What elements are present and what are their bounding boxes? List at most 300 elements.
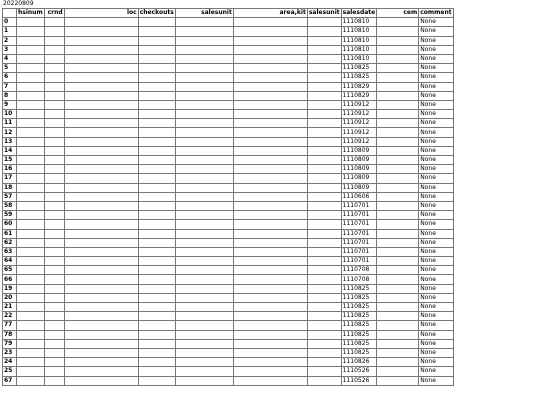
table-cell: 1110809 [341,174,377,183]
record-link[interactable] [377,73,419,82]
table-cell [64,330,138,339]
table-cell [233,18,307,27]
table-cell [175,174,233,183]
table-cell [17,376,45,385]
table-cell [44,229,64,238]
table-cell [233,367,307,376]
table-cell: None [419,266,453,275]
record-link[interactable] [377,367,419,376]
table-cell [138,110,175,119]
table-cell [64,303,138,312]
table-cell [138,312,175,321]
record-link[interactable] [377,174,419,183]
table-cell: None [419,321,453,330]
table-cell [233,27,307,36]
record-link[interactable] [377,266,419,275]
table-cell [17,137,45,146]
table-cell: None [419,119,453,128]
table-cell [44,303,64,312]
table-cell: None [419,183,453,192]
table-cell: 1110526 [341,376,377,385]
table-cell: 1110825 [341,312,377,321]
table-cell [138,201,175,210]
table-cell [307,73,341,82]
table-cell: None [419,238,453,247]
column-header: salesunit [308,9,340,17]
table-cell [17,64,45,73]
record-link[interactable] [377,165,419,174]
table-cell [17,18,45,27]
table-cell: 1110826 [341,358,377,367]
table-cell [17,27,45,36]
table-cell [307,303,341,312]
table-cell [307,339,341,348]
table-cell [175,367,233,376]
table-cell: 1110912 [341,110,377,119]
column-header: hsinum [18,9,43,17]
table-cell [44,266,64,275]
record-link[interactable] [377,293,419,302]
table-row [3,54,454,63]
table-cell: None [419,229,453,238]
table-cell [138,192,175,201]
row-index: 66 [3,275,17,284]
record-link[interactable] [377,201,419,210]
row-index: 60 [3,220,17,229]
row-index: 23 [3,348,17,357]
table-cell: 1110912 [341,128,377,137]
table-cell [138,339,175,348]
row-index: 13 [3,137,17,146]
table-cell [138,183,175,192]
record-link[interactable] [377,348,419,357]
table-row [3,82,454,91]
table-cell [233,238,307,247]
table-cell [138,18,175,27]
table-cell [44,257,64,266]
column-header: salesunit [175,9,233,18]
table-cell [175,110,233,119]
table-cell: None [419,192,453,201]
row-index: 16 [3,165,17,174]
table-cell [175,229,233,238]
row-index: 61 [3,229,17,238]
table-row [3,192,454,201]
table-cell [138,376,175,385]
table-row [3,321,454,330]
row-index: 21 [3,303,17,312]
table-cell [175,18,233,27]
table-cell [44,367,64,376]
table-cell: None [419,257,453,266]
record-link[interactable] [377,358,419,367]
table-cell [17,183,45,192]
table-cell [233,73,307,82]
table-cell [175,54,233,63]
row-index: 3 [3,45,17,54]
table-cell [17,192,45,201]
table-cell [44,156,64,165]
table-cell [138,119,175,128]
table-cell: None [419,367,453,376]
table-cell: 1110825 [341,321,377,330]
table-cell [64,293,138,302]
table-row [3,303,454,312]
table-cell [64,339,138,348]
table-cell [175,303,233,312]
table-cell [233,82,307,91]
column-header [3,9,17,18]
table-cell [44,284,64,293]
table-cell [138,275,175,284]
record-link[interactable] [377,220,419,229]
table-cell [175,91,233,100]
record-link[interactable] [377,146,419,155]
table-cell: None [419,275,453,284]
row-index: 7 [3,82,17,91]
record-link[interactable] [377,100,419,109]
table-cell: None [419,348,453,357]
record-link[interactable] [377,330,419,339]
table-cell [307,64,341,73]
table-cell [44,165,64,174]
table-row [3,165,454,174]
table-cell [64,54,138,63]
table-cell [138,330,175,339]
table-cell: None [419,376,453,385]
record-link[interactable] [377,257,419,266]
row-index: 18 [3,183,17,192]
table-cell [233,257,307,266]
row-index: 25 [3,367,17,376]
table-cell [307,82,341,91]
table-cell [64,82,138,91]
table-cell [64,257,138,266]
table-cell [138,82,175,91]
row-index: 11 [3,119,17,128]
table-row [3,137,454,146]
table-cell [233,266,307,275]
table-cell [175,238,233,247]
table-cell [233,91,307,100]
record-link[interactable] [377,284,419,293]
record-link[interactable] [377,128,419,137]
table-cell [175,45,233,54]
table-cell [233,165,307,174]
table-cell: 1110829 [341,82,377,91]
record-link[interactable] [377,110,419,119]
table-cell [17,156,45,165]
table-cell [307,192,341,201]
row-index: 5 [3,64,17,73]
table-row [3,330,454,339]
table-cell: 1110809 [341,183,377,192]
record-link[interactable] [377,192,419,201]
record-link[interactable] [377,82,419,91]
table-cell: 1110825 [341,303,377,312]
table-cell: None [419,27,453,36]
table-cell [64,137,138,146]
record-link[interactable] [377,45,419,54]
record-link[interactable] [377,36,419,45]
record-link[interactable] [377,54,419,63]
table-cell: None [419,174,453,183]
table-cell [64,174,138,183]
table-cell [64,348,138,357]
table-cell [175,257,233,266]
table-cell [64,238,138,247]
table-cell [138,128,175,137]
table-cell [307,367,341,376]
table-row [3,36,454,45]
table-cell [175,211,233,220]
record-link[interactable] [377,27,419,36]
table-cell [17,100,45,109]
table-cell [307,312,341,321]
table-cell [44,137,64,146]
table-row [3,284,454,293]
table-cell [233,110,307,119]
table-cell [175,146,233,155]
table-cell [44,64,64,73]
table-cell: None [419,201,453,210]
table-cell [64,211,138,220]
table-cell [64,100,138,109]
table-row [3,128,454,137]
table-row [3,45,454,54]
table-cell [175,330,233,339]
row-index: 6 [3,73,17,82]
table-cell [17,367,45,376]
table-cell [64,247,138,256]
table-row [3,339,454,348]
table-cell [233,211,307,220]
table-cell [44,312,64,321]
table-cell: 1110912 [341,137,377,146]
table-cell [138,27,175,36]
table-cell [233,293,307,302]
row-index: 58 [3,201,17,210]
row-index: 79 [3,339,17,348]
table-row [3,348,454,357]
table-cell [175,36,233,45]
table-cell [175,119,233,128]
table-cell [138,266,175,275]
table-cell [307,293,341,302]
table-cell [307,36,341,45]
table-cell [44,339,64,348]
table-cell [44,27,64,36]
table-cell [175,201,233,210]
table-cell [138,358,175,367]
table-cell [17,238,45,247]
table-row [3,293,454,302]
table-cell [307,137,341,146]
record-link[interactable] [377,312,419,321]
table-cell [64,91,138,100]
table-cell [233,201,307,210]
table-cell [64,266,138,275]
table-cell [44,348,64,357]
table-cell [175,275,233,284]
table-cell [138,36,175,45]
row-index: 20 [3,293,17,302]
table-cell [44,275,64,284]
column-header: salesdate [342,9,376,17]
record-link[interactable] [377,183,419,192]
table-cell [44,220,64,229]
row-index: 4 [3,54,17,63]
table-cell: None [419,91,453,100]
table-cell [138,367,175,376]
table-cell: 1110829 [341,91,377,100]
table-cell: None [419,100,453,109]
table-cell [64,156,138,165]
record-link[interactable] [377,91,419,100]
table-cell [307,18,341,27]
table-row [3,312,454,321]
table-cell: 1110810 [341,54,377,63]
table-row [3,156,454,165]
record-link[interactable] [377,275,419,284]
record-link[interactable] [377,18,419,27]
table-cell [44,211,64,220]
table-row [3,266,454,275]
table-cell [138,321,175,330]
table-cell [175,27,233,36]
table-cell [17,348,45,357]
table-cell [44,82,64,91]
table-cell [307,275,341,284]
table-cell: 1110701 [341,257,377,266]
table-cell [44,128,64,137]
table-cell [64,36,138,45]
table-cell: 1110810 [341,27,377,36]
record-link[interactable] [377,238,419,247]
table-cell [44,321,64,330]
row-index: 8 [3,91,17,100]
table-cell [307,266,341,275]
table-cell [138,165,175,174]
table-cell [175,64,233,73]
table-row [3,174,454,183]
table-cell [44,119,64,128]
table-cell [175,220,233,229]
table-row [3,238,454,247]
table-cell [64,119,138,128]
table-cell [64,367,138,376]
table-cell [64,165,138,174]
record-link[interactable] [377,119,419,128]
record-link[interactable] [377,211,419,220]
table-cell [44,100,64,109]
table-cell [175,358,233,367]
table-cell [17,284,45,293]
table-cell [175,284,233,293]
record-link[interactable] [377,64,419,73]
table-cell [307,54,341,63]
table-cell [64,275,138,284]
table-cell [307,211,341,220]
table-cell [233,229,307,238]
record-link[interactable] [377,156,419,165]
table-cell: None [419,82,453,91]
table-cell [17,303,45,312]
table-cell [44,293,64,302]
row-index: 59 [3,211,17,220]
record-link[interactable] [377,137,419,146]
table-cell [307,45,341,54]
table-cell [64,45,138,54]
table-cell: 1110809 [341,156,377,165]
table-cell [307,220,341,229]
record-link[interactable] [377,303,419,312]
table-cell [64,321,138,330]
table-cell [44,201,64,210]
record-link[interactable] [377,247,419,256]
record-link[interactable] [377,321,419,330]
table-cell: None [419,128,453,137]
table-cell [175,165,233,174]
table-cell [138,146,175,155]
table-cell [175,312,233,321]
record-link[interactable] [377,229,419,238]
table-cell [307,330,341,339]
row-index: 63 [3,247,17,256]
table-cell [307,376,341,385]
column-header: area,kit [233,9,307,18]
table-cell [44,183,64,192]
table-cell [307,119,341,128]
table-cell [233,100,307,109]
table-cell: None [419,312,453,321]
table-cell [64,128,138,137]
table-cell [17,73,45,82]
table-cell [17,128,45,137]
table-cell [307,247,341,256]
table-cell [233,220,307,229]
row-index: 17 [3,174,17,183]
table-row [3,275,454,284]
table-cell [307,238,341,247]
row-index: 65 [3,266,17,275]
table-cell [17,293,45,302]
record-link[interactable] [377,339,419,348]
record-link[interactable] [377,376,419,385]
table-row [3,73,454,82]
table-cell: 1110708 [341,275,377,284]
table-row [3,119,454,128]
table-cell: 1110810 [341,45,377,54]
table-cell [175,156,233,165]
table-cell: 1110701 [341,220,377,229]
table-cell [44,54,64,63]
table-cell [138,137,175,146]
table-row [3,229,454,238]
table-cell [17,229,45,238]
row-index: 14 [3,146,17,155]
table-cell: None [419,64,453,73]
table-cell [138,247,175,256]
table-cell [44,36,64,45]
table-cell: 1110825 [341,348,377,357]
table-cell [138,220,175,229]
table-cell: None [419,18,453,27]
column-header: loc [64,9,138,18]
table-cell: None [419,146,453,155]
table-cell: None [419,156,453,165]
row-index: 57 [3,192,17,201]
